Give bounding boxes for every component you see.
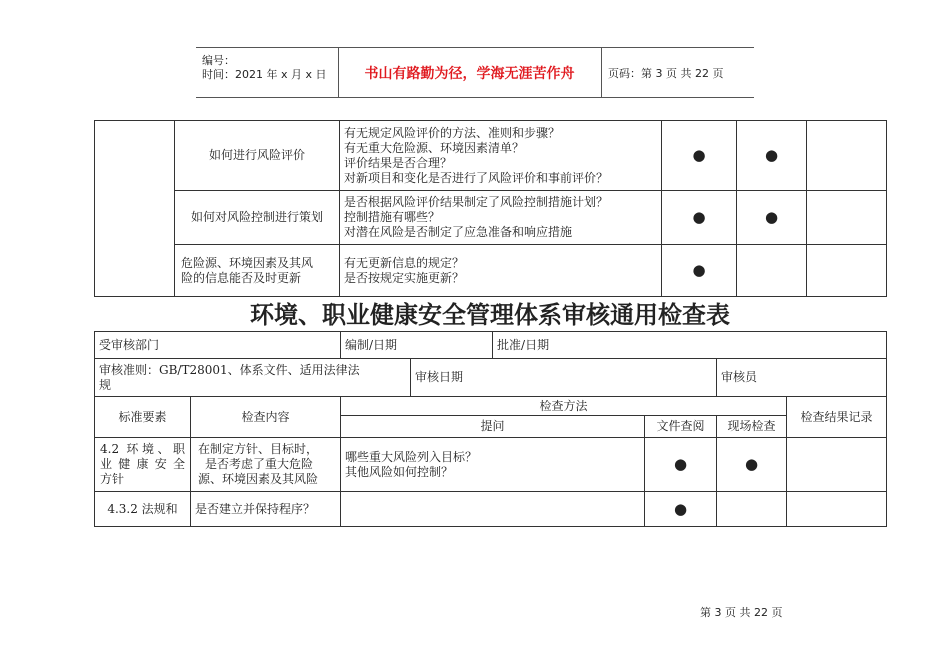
audited-dept-cell: 受审核部门 [95,332,341,359]
content-line: 险的信息能否及时更新 [181,270,302,285]
result-cell [787,492,887,527]
question-line: 哪些重大风险列入目标？ [345,449,478,464]
checklist-table-continued [94,120,887,297]
question-line: 对新项目和变化是否进行了风险评价和事前评价？ [344,170,609,185]
questions-cell [341,492,645,527]
element-cell [95,438,191,492]
question-line: 有无更新信息的规定？ [344,255,465,270]
questions-cell [340,245,662,297]
doc-check-mark: ● [662,191,737,245]
table-row [95,359,887,397]
content-cell: 如何进行风险评价 [175,121,340,191]
content-cell: 是否建立并保持程序？ [191,492,341,527]
time-label: 时间：2021 年 x 月 x 日 [202,68,327,81]
questions-cell [341,438,645,492]
question-line: 有无规定风险评价的方法、准则和步骤？ [344,125,561,140]
site-check-mark: ● [737,191,807,245]
col-header-question: 提问 [341,416,645,438]
table-row [95,492,887,527]
content-cell: 如何对风险控制进行策划 [175,191,340,245]
result-cell [807,245,887,297]
col-header-content: 检查内容 [191,397,341,438]
table-row [95,121,887,191]
result-cell [807,121,887,191]
table-row [95,245,887,297]
checklist-table [94,331,887,527]
question-line: 对潜在风险是否制定了应急准备和响应措施 [344,225,573,239]
content-line: 危险源、环境因素及其风 [181,255,314,270]
question-line: 有无重大危险源、环境因素清单？ [344,140,525,155]
col-header-result: 检查结果记录 [787,397,887,438]
auditor-cell: 审核员 [717,359,887,397]
site-check-mark [737,245,807,297]
site-check-mark [717,492,787,527]
criteria-line: 审核准则：GB/T28001、体系文件、适用法律法 [99,362,360,377]
result-cell [807,191,887,245]
element-cell [95,121,175,297]
doc-check-mark: ● [662,121,737,191]
element-line: 4.2 环境、职 [100,442,185,456]
site-check-mark: ● [737,121,807,191]
doc-check-mark: ● [662,245,737,297]
content-line: 源、环境因素及其风险 [198,472,319,486]
question-line: 是否根据风险评价结果制定了风险控制措施计划？ [344,195,609,209]
page-title: 环境、职业健康安全管理体系审核通用检查表 [250,300,730,329]
table-row [95,191,887,245]
col-header-site: 现场检查 [717,416,787,438]
content-line: 是否考虑了重大危险 [205,457,314,471]
col-header-doc: 文件查阅 [645,416,717,438]
table-row [95,438,887,492]
approved-date-cell: 批准/日期 [493,332,887,359]
page-footer: 第 3 页 共 22 页 [700,606,783,619]
element-line: 业健康安全 [100,457,185,471]
content-cell [191,438,341,492]
criteria-cell [95,359,411,397]
prepared-date-cell: 编制/日期 [341,332,493,359]
content-line: 在制定方针、目标时， [198,442,319,456]
col-header-method: 检查方法 [341,397,787,416]
question-line: 评价结果是否合理？ [344,155,453,170]
audit-date-cell: 审核日期 [411,359,717,397]
site-check-mark: ● [717,438,787,492]
col-header-element: 标准要素 [95,397,191,438]
motto: 书山有路勤为径，学海无涯苦作舟 [338,48,602,97]
question-line: 其他风险如何控制？ [345,464,454,479]
questions-cell [340,121,662,191]
page-number-label: 页码：第 3 页 共 22 页 [608,66,724,80]
question-line: 控制措施有哪些？ [344,210,441,224]
doc-check-mark: ● [645,492,717,527]
doc-check-mark: ● [645,438,717,492]
element-cell: 4.3.2 法规和 [95,492,191,527]
result-cell [787,438,887,492]
number-label: 编号： [202,54,235,67]
page-header [196,47,754,98]
questions-cell [340,191,662,245]
element-line: 方针 [100,472,125,486]
table-row [95,332,887,359]
content-cell [175,245,340,297]
header-meta [196,48,339,97]
criteria-line: 规 [99,377,112,392]
table-row [95,397,887,416]
question-line: 是否按规定实施更新？ [344,270,465,285]
